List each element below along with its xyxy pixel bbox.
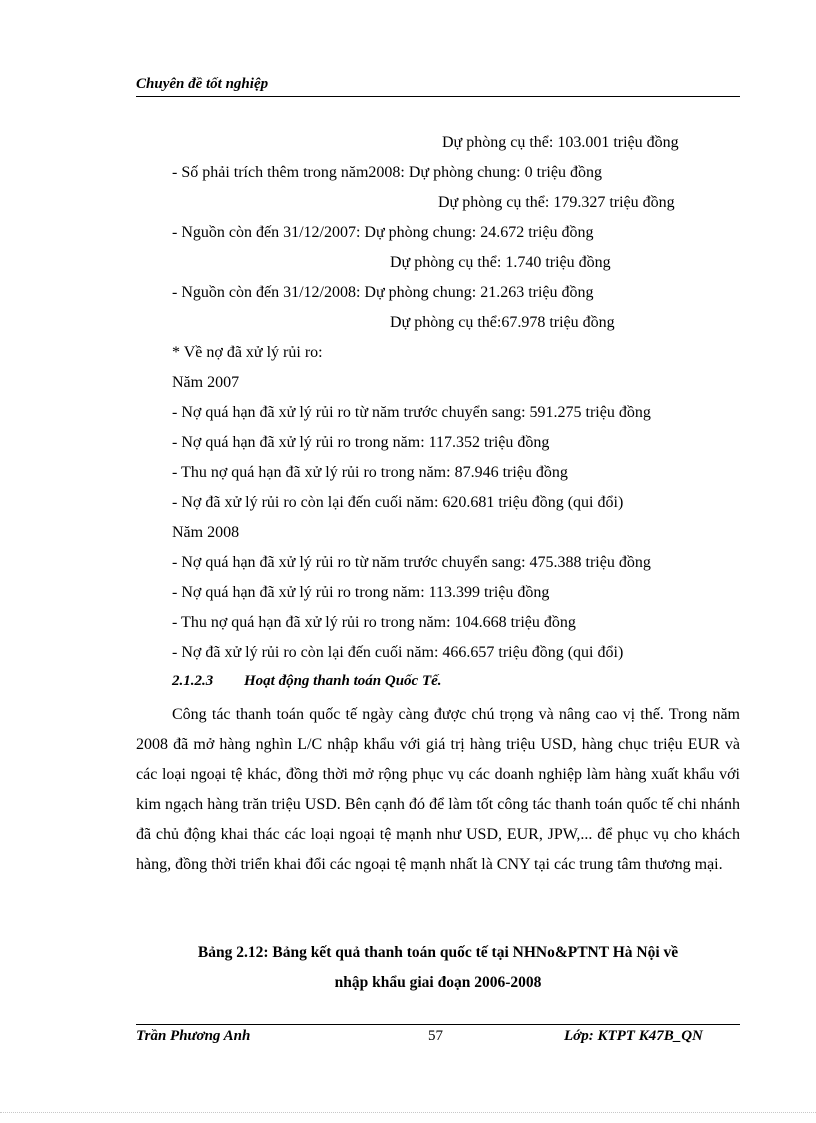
text-line: Dự phòng cụ thể:67.978 triệu đồng (390, 314, 615, 331)
text-line: - Nguồn còn đến 31/12/2008: Dự phòng chung: 21.263 triệu đồng (172, 284, 594, 301)
header-rule (136, 96, 740, 97)
text-line: Dự phòng cụ thể: 179.327 triệu đồng (438, 194, 675, 211)
page-bottom-border (0, 1112, 816, 1113)
text-line: Dự phòng cụ thể: 103.001 triệu đồng (442, 134, 679, 151)
text-line: - Nợ đã xử lý rủi ro còn lại đến cuối năm: 620.681 triệu đồng (qui đổi) (172, 494, 624, 511)
page-header-title: Chuyên đề tốt nghiệp (136, 76, 269, 92)
body-paragraph: Công tác thanh toán quốc tế ngày càng được chú trọng và nâng cao vị thế. Trong năm 2008 đã mở hàng nghìn L/C nhập khẩu với giá trị hàng triệu USD, hàng chục triệu EUR và các loại ngoại tệ khác, đồng thời mở rộng phục vụ các doanh nghiệp làm hàng xuất khẩu với kim ngạch hàng trăn triệu USD. Bên cạnh đó để làm tốt công tác thanh toán quốc tế chi nhánh đã chủ động khai thác các loại ngoại tệ mạnh như USD, EUR, JPW,... để phục vụ cho khách hàng, đồng thời triển khai đổi các ngoại tệ mạnh nhất là CNY tại các trung tâm thương mại. (136, 706, 740, 873)
page-number: 57 (428, 1028, 443, 1044)
text-line: Năm 2007 (172, 374, 240, 391)
text-line: - Nợ quá hạn đã xử lý rủi ro từ năm trước chuyển sang: 591.275 triệu đồng (172, 404, 651, 421)
text-line: - Thu nợ quá hạn đã xử lý rủi ro trong năm: 104.668 triệu đồng (172, 614, 576, 631)
text-line: - Nợ đã xử lý rủi ro còn lại đến cuối năm: 466.657 triệu đồng (qui đổi) (172, 644, 624, 661)
text-line: - Nợ quá hạn đã xử lý rủi ro từ năm trước chuyển sang: 475.388 triệu đồng (172, 554, 651, 571)
section-number: 2.1.2.3 (172, 673, 214, 689)
text-line: - Số phải trích thêm trong năm2008: Dự phòng chung: 0 triệu đồng (172, 164, 602, 181)
footer-class: Lớp: KTPT K47B_QN (564, 1028, 703, 1044)
text-line: - Nợ quá hạn đã xử lý rủi ro trong năm: 117.352 triệu đồng (172, 434, 550, 451)
text-line: Dự phòng cụ thể: 1.740 triệu đồng (390, 254, 611, 271)
text-line: - Thu nợ quá hạn đã xử lý rủi ro trong năm: 87.946 triệu đồng (172, 464, 568, 481)
footer-author: Trần Phương Anh (136, 1028, 251, 1044)
text-line: - Nguồn còn đến 31/12/2007: Dự phòng chung: 24.672 triệu đồng (172, 224, 594, 241)
text-line: * Về nợ đã xử lý rủi ro: (172, 344, 323, 361)
section-title: Hoạt động thanh toán Quốc Tế. (244, 673, 442, 689)
footer-rule (136, 1024, 740, 1025)
text-line: - Nợ quá hạn đã xử lý rủi ro trong năm: 113.399 triệu đồng (172, 584, 550, 601)
text-line: Năm 2008 (172, 524, 240, 541)
table-caption-line2: nhập khẩu giai đoạn 2006-2008 (334, 974, 542, 991)
table-caption-line1: Bảng 2.12: Bảng kết quả thanh toán quốc tế tại NHNo&PTNT Hà Nội về (197, 944, 679, 961)
